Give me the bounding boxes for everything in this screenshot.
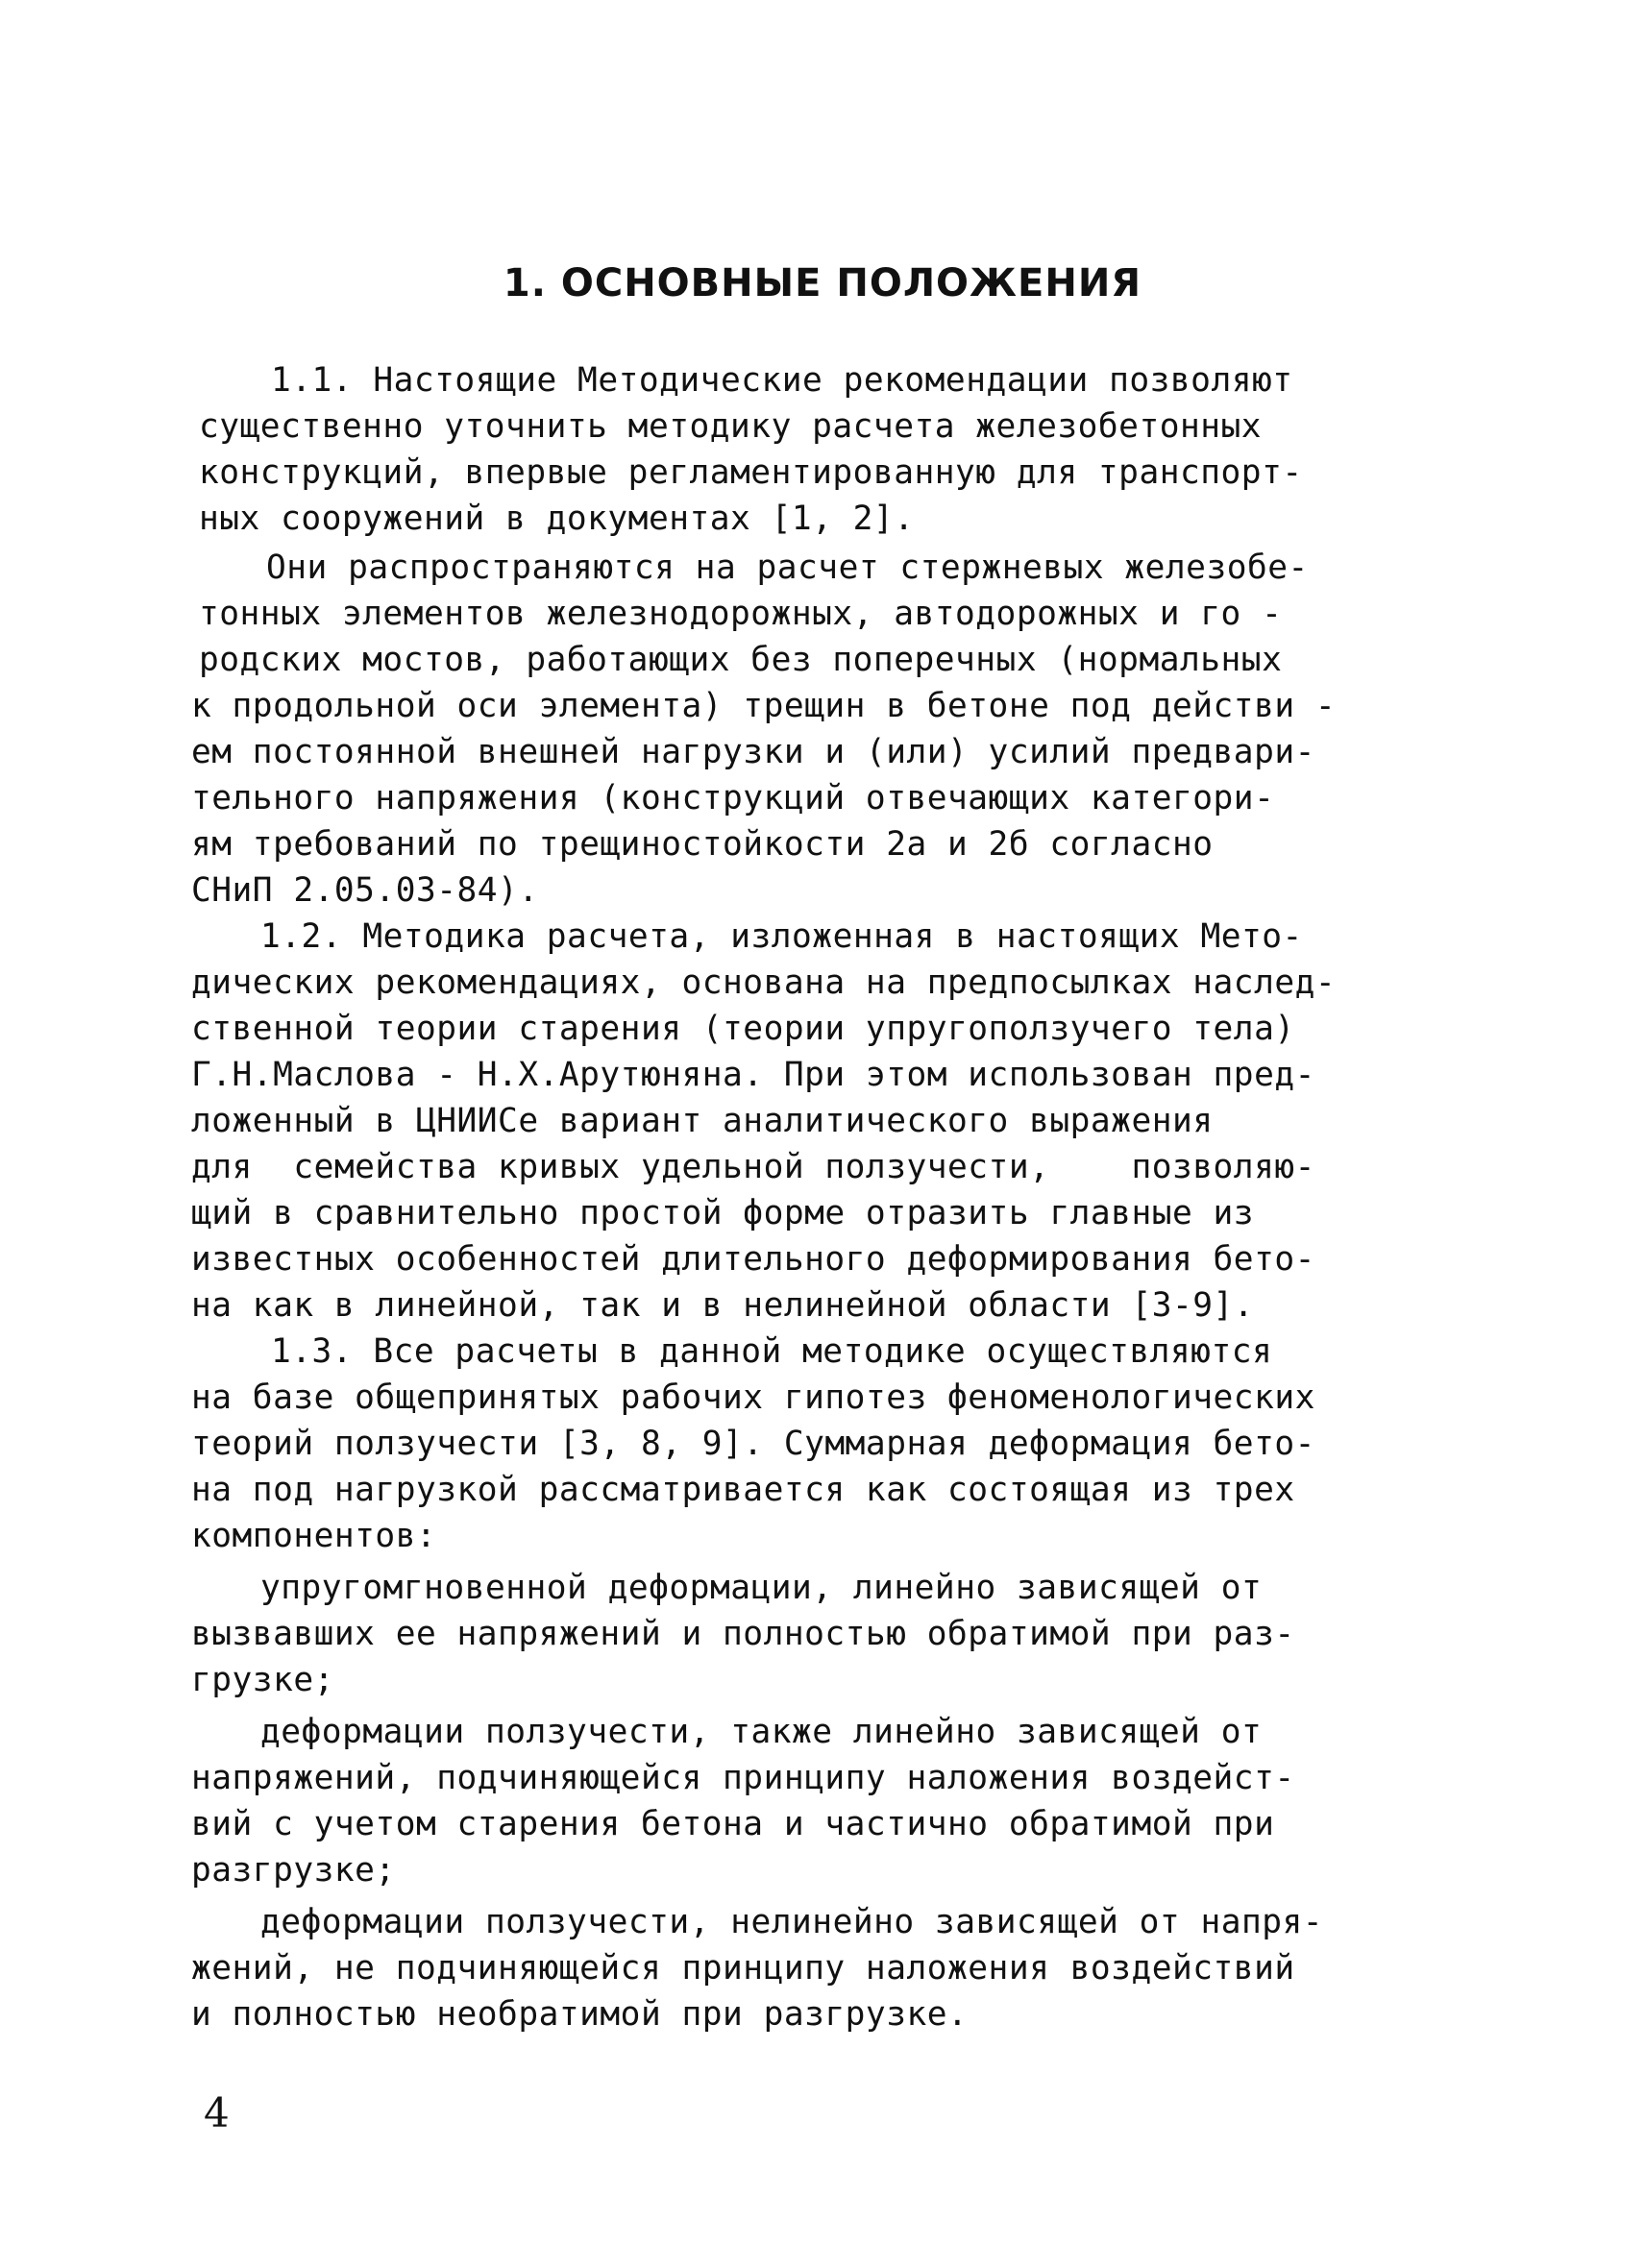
text-line: тельного напряжения (конструкций отвечающих категори- [191,779,1275,817]
text-line: ем постоянной внешней нагрузки и (или) усилий предвари- [191,733,1315,771]
text-line: родских мостов, работающих без поперечных (нормальных [199,641,1283,679]
text-line: теорий ползучести [3, 8, 9]. Суммарная деформация бето- [191,1425,1315,1463]
text-line: Они распространяются на расчет стержневых железобе- [266,549,1309,587]
text-line: ложенный в ЦНИИСе вариант аналитического выражения [191,1102,1214,1140]
text-line: деформации ползучести, также линейно зависящей от [260,1713,1263,1751]
text-line: 1.2. Методика расчета, изложенная в настоящих Мето- [260,917,1303,956]
text-line: щий в сравнительно простой форме отразить главные из [191,1194,1255,1232]
text-line: для семейства кривых удельной ползучести, позволяю- [191,1148,1315,1186]
text-line: жений, не подчиняющейся принципу наложения воздействий [191,1949,1295,1988]
text-line: на под нагрузкой рассматривается как состоящая из трех [191,1471,1295,1509]
text-line: на как в линейной, так и в нелинейной области [3-9]. [191,1286,1255,1325]
text-line: 1.3. Все расчеты в данной методике осуществляются [271,1332,1273,1371]
text-line: напряжений, подчиняющейся принципу наложения воздейст- [191,1759,1295,1797]
text-line: 1.1. Настоящие Методические рекомендации позволяют [271,361,1293,400]
text-line: деформации ползучести, нелинейно зависящей от напря- [260,1903,1324,1941]
text-line: упругомгновенной деформации, линейно зависящей от [260,1569,1263,1607]
text-line: вий с учетом старения бетона и частично обратимой при [191,1805,1275,1843]
text-line: на базе общепринятых рабочих гипотез феноменологических [191,1378,1315,1417]
page-number: 4 [204,2089,230,2136]
text-line: компонентов: [191,1517,437,1555]
text-line: вызвавших ее напряжений и полностью обратимой при раз- [191,1615,1295,1653]
text-line: существенно уточнить методику расчета железобетонных [199,407,1263,446]
text-line: ственной теории старения (теории упругоползучего тела) [191,1010,1295,1048]
section-heading: 1. ОСНОВНЫЕ ПОЛОЖЕНИЯ [503,261,1142,305]
text-line: известных особенностей длительного деформирования бето- [191,1240,1315,1279]
text-line: разгрузке; [191,1851,396,1890]
text-line: дических рекомендациях, основана на предпосылках наслед- [191,963,1337,1002]
text-line: СНиП 2.05.03-84). [191,871,539,910]
text-line: грузке; [191,1661,334,1699]
text-line: ям требований по трещиностойкости 2а и 2б согласно [191,825,1214,864]
text-line: к продольной оси элемента) трещин в бетоне под действи - [191,687,1337,725]
text-line: тонных элементов железнодорожных, автодорожных и го - [199,595,1283,633]
text-line: Г.Н.Маслова - Н.Х.Арутюняна. При этом использован пред- [191,1056,1315,1094]
text-line: и полностью необратимой при разгрузке. [191,1995,969,2034]
text-line: ных сооружений в документах [1, 2]. [199,500,915,538]
text-line: конструкций, впервые регламентированную для транспорт- [199,453,1303,492]
